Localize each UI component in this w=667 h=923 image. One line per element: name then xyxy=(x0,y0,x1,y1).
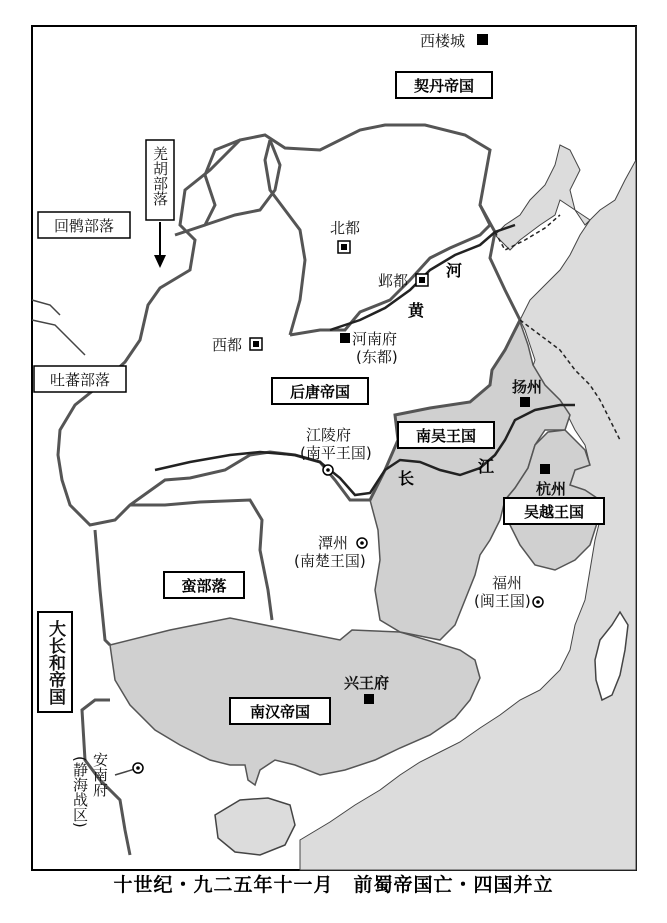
fuzhou-note: (闽王国) xyxy=(474,592,531,610)
dachanghe-label: 大长和帝国 xyxy=(45,620,65,705)
nanwu-label: 南吴王国 xyxy=(415,427,477,445)
fuzhou-label: 福州 xyxy=(492,574,523,592)
beidu-label: 北都 xyxy=(330,219,361,237)
jianglingfu-marker xyxy=(323,465,333,475)
man-label: 蛮部落 xyxy=(181,577,227,595)
xiloucheng-label: 西楼城 xyxy=(420,32,466,50)
wuyue-label-box xyxy=(504,498,604,524)
houtang-label-box xyxy=(272,378,368,404)
qianghu-label: 羌胡部落 xyxy=(151,146,169,206)
hangzhou-marker xyxy=(540,464,550,474)
yangtze-label-jiang: 江 xyxy=(478,457,495,476)
nanhan-label: 南汉帝国 xyxy=(249,703,311,721)
map-caption: 十世纪・九二五年十一月 前蜀帝国亡・四国并立 xyxy=(113,874,554,896)
qianghu-label-box xyxy=(146,140,174,220)
huihe-label: 回鹘部落 xyxy=(53,217,115,235)
xidu-marker xyxy=(250,338,262,350)
tubo-label: 吐蕃部落 xyxy=(49,371,111,389)
yangtze-label-chang: 长 xyxy=(398,469,415,488)
yangzhou-marker xyxy=(520,397,530,407)
yellow-river-label-huang: 黄 xyxy=(408,301,425,320)
nanhan-label-box xyxy=(230,698,330,724)
henanfu-label: 河南府 xyxy=(352,330,398,348)
annanfu-note: (静海战区) xyxy=(71,756,89,828)
houtang-label: 后唐帝国 xyxy=(289,383,351,401)
yellow-river-label-he: 河 xyxy=(446,261,463,280)
nanwu-label-box xyxy=(398,422,494,448)
xingwangfu-marker xyxy=(364,694,374,704)
henanfu-marker xyxy=(340,333,350,343)
fuzhou-marker xyxy=(533,597,543,607)
xingwangfu-label: 兴王府 xyxy=(344,674,390,692)
yangzhou-label: 扬州 xyxy=(512,378,543,396)
tanzhou-note: (南楚王国) xyxy=(294,552,366,570)
xiloucheng-marker xyxy=(477,34,488,45)
henanfu-note: (东都) xyxy=(356,348,398,366)
xidu-label: 西都 xyxy=(212,336,243,354)
yedu-label: 邺都 xyxy=(378,272,409,290)
jianglingfu-label: 江陵府 xyxy=(306,426,352,444)
tanzhou-marker xyxy=(357,538,367,548)
qidan-label-box xyxy=(396,72,492,98)
yedu-marker xyxy=(416,274,428,286)
jianglingfu-note: (南平王国) xyxy=(300,444,372,462)
huihe-label-box xyxy=(38,212,130,238)
tanzhou-label: 潭州 xyxy=(318,534,349,552)
beidu-marker xyxy=(338,241,350,253)
dachanghe-label-box xyxy=(38,612,72,712)
wuyue-label: 吴越王国 xyxy=(523,503,585,521)
qidan-label: 契丹帝国 xyxy=(413,77,475,95)
hangzhou-label: 杭州 xyxy=(536,480,567,498)
annanfu-label: 安南府 xyxy=(91,752,109,797)
man-label-box xyxy=(164,572,244,598)
annanfu-marker xyxy=(133,763,143,773)
tubo-label-box xyxy=(34,366,126,392)
